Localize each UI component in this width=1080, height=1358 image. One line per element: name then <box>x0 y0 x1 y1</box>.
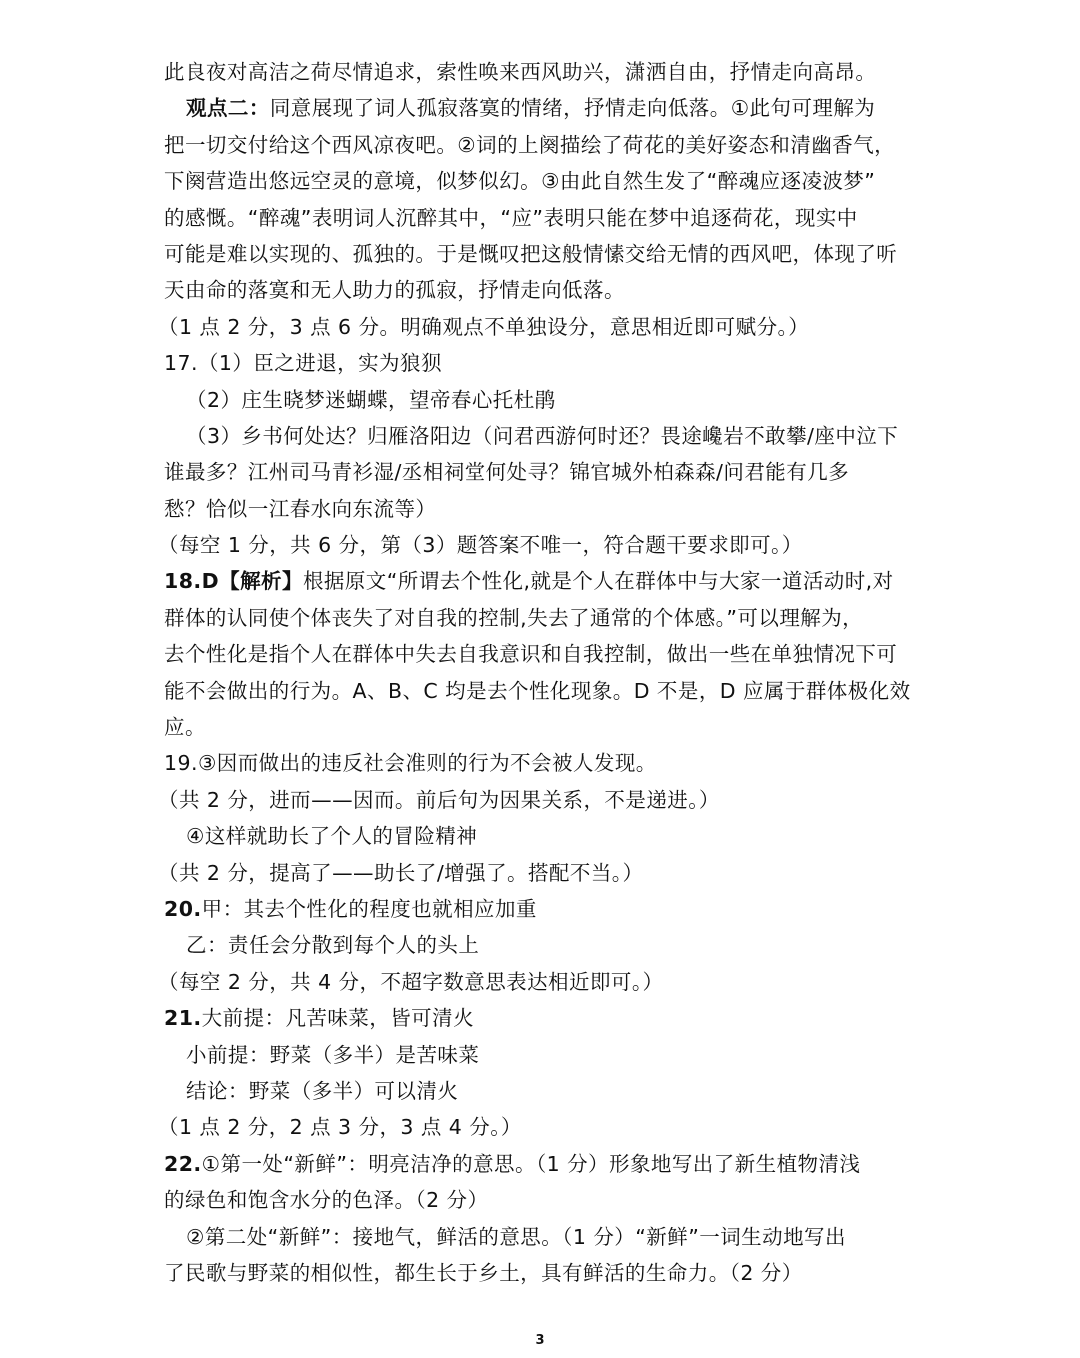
page-number: 3 <box>535 1333 545 1348</box>
question-20-label: 20. <box>164 896 202 921</box>
answer-text <box>158 54 934 1291</box>
text-line: 群体的认同使个体丧失了对自我的控制,失去了通常的个体感。”可以理解为， <box>164 605 864 630</box>
text-line: （3）乡书何处达？归雁洛阳边（问君西游何时还？畏途巉岩不敢攀/座中泣下 <box>186 423 899 448</box>
text-line: 下阕营造出悠远空灵的意境，似梦似幻。③由此自然生发了“醉魂应逐凌波梦” <box>164 169 876 194</box>
text-line: 甲：其去个性化的程度也就相应加重 <box>201 896 537 921</box>
scoring-note: （1 点 2 分，2 点 3 分，3 点 4 分。） <box>158 1115 522 1140</box>
text-line: ④这样就助长了个人的冒险精神 <box>186 824 478 849</box>
scoring-note: （每空 1 分，共 6 分，第（3）题答案不唯一，符合题干要求即可。） <box>158 533 803 558</box>
text-line: 大前提：凡苦味菜，皆可清火 <box>201 1006 475 1031</box>
text-line: 的感慨。“醉魂”表明词人沉醉其中，“应”表明只能在梦中追逐荷花，现实中 <box>164 205 858 230</box>
question-17-line: 17.（1）臣之进退，实为狼狈 <box>164 351 442 376</box>
text-line: 应。 <box>164 715 206 740</box>
viewpoint-2-label: 观点二： <box>186 96 270 121</box>
text-line: ②第二处“新鲜”：接地气，鲜活的意思。（1 分）“新鲜”一词生动地写出 <box>186 1224 846 1249</box>
text-line: 的绿色和饱含水分的色泽。（2 分） <box>164 1188 489 1213</box>
scoring-note: （共 2 分，进而——因而。前后句为因果关系，不是递进。） <box>158 787 720 812</box>
scoring-note: （共 2 分，提高了——助长了/增强了。搭配不当。） <box>158 860 644 885</box>
question-19-line: 19.③因而做出的违反社会准则的行为不会被人发现。 <box>164 751 657 776</box>
text-line: 谁最多？江州司马青衫湿/丞相祠堂何处寻？锦官城外柏森森/问君能有几多 <box>164 460 850 485</box>
scoring-note: （每空 2 分，共 4 分，不超字数意思表达相近即可。） <box>158 969 664 994</box>
text-line: 可能是难以实现的、孤独的。于是慨叹把这般情愫交给无情的西风吧，体现了听 <box>164 241 898 266</box>
text-line: 把一切交付给这个西风凉夜吧。②词的上阕描绘了荷花的美好姿态和清幽香气， <box>164 132 896 157</box>
text-line: 乙：责任会分散到每个人的头上 <box>186 933 480 958</box>
question-18-label: 18.D【解析】 <box>164 569 303 594</box>
text-line: 小前提：野菜（多半）是苦味菜 <box>186 1042 480 1067</box>
text-line: 结论：野菜（多半）可以清火 <box>186 1078 459 1103</box>
text-line: 愁？恰似一江春水向东流等） <box>164 496 437 521</box>
text-line: 根据原文“所谓去个性化,就是个人在群体中与大家一道活动时,对 <box>302 569 894 594</box>
text-line: ①第一处“新鲜”：明亮洁净的意思。（1 分）形象地写出了新生植物清浅 <box>201 1151 861 1176</box>
text-line: 能不会做出的行为。A、B、C 均是去个性化现象。D 不是，D 应属于群体极化效 <box>164 678 911 703</box>
scoring-note: （1 点 2 分，3 点 6 分。明确观点不单独设分，意思相近即可赋分。） <box>158 314 810 339</box>
text-line: 此良夜对高洁之荷尽情追求，索性唤来西风助兴，潇洒自由，抒情走向高昂。 <box>164 60 877 84</box>
text-line: 同意展现了词人孤寂落寞的情绪，抒情走向低落。①此句可理解为 <box>269 96 876 121</box>
question-21-label: 21. <box>164 1006 202 1031</box>
question-18-line <box>164 563 934 599</box>
viewpoint-2-paragraph <box>164 90 934 126</box>
question-22-label: 22. <box>164 1151 202 1176</box>
text-line: 天由命的落寞和无人助力的孤寂，抒情走向低落。 <box>164 278 625 303</box>
text-line: 了民歌与野菜的相似性，都生长于乡土，具有鲜活的生命力。（2 分） <box>164 1260 803 1285</box>
text-line: 去个性化是指个人在群体中失去自我意识和自我控制，做出一些在单独情况下可 <box>164 642 898 667</box>
question-22-line <box>164 1146 934 1182</box>
question-20-line <box>164 891 934 927</box>
question-21-line <box>164 1000 934 1036</box>
text-line: （2）庄生晓梦迷蝴蝶，望帝春心托杜鹃 <box>186 387 556 412</box>
